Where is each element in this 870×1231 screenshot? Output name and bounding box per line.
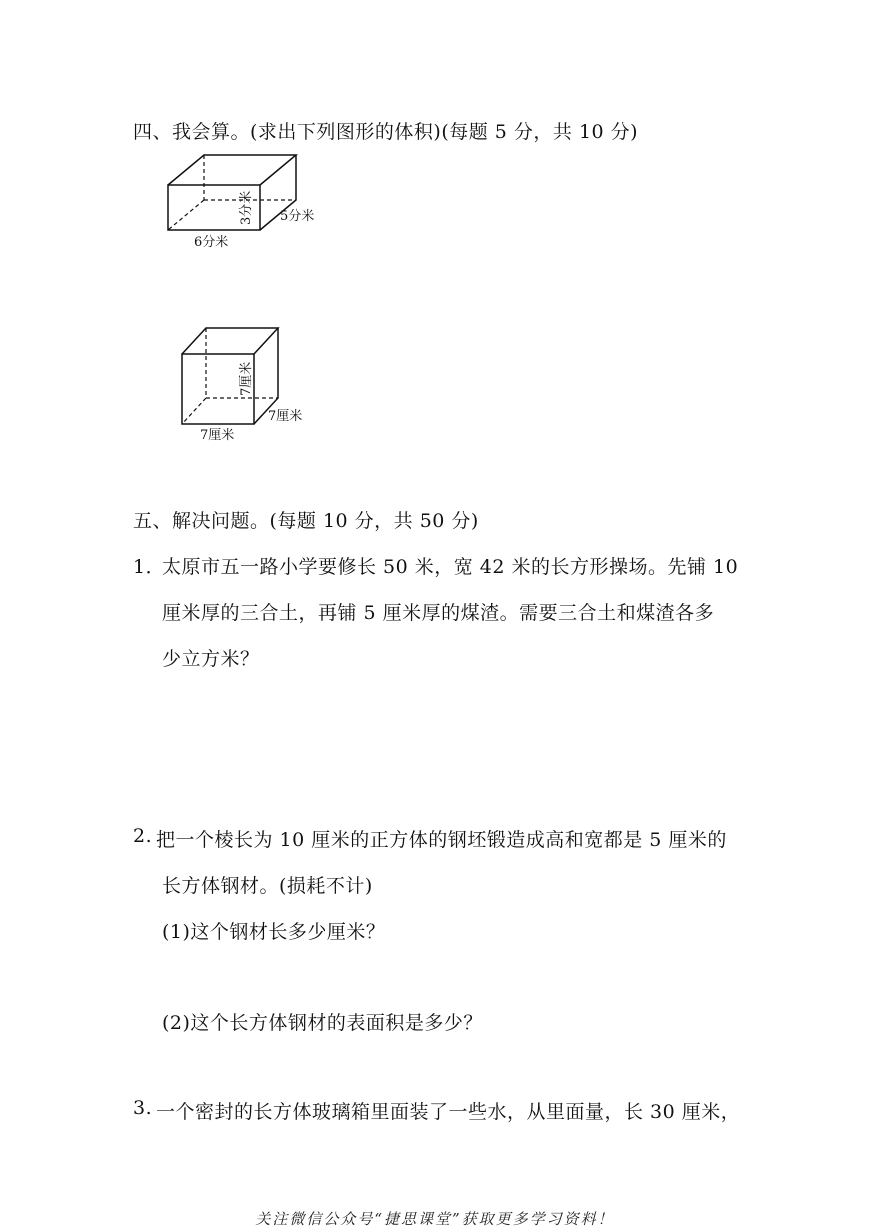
q2-line-1: 把一个棱长为 10 厘米的正方体的钢坯锻造成高和宽都是 5 厘米的 xyxy=(156,829,727,851)
q3-number: 3. xyxy=(133,1097,153,1119)
cuboid-height-label: 3分米 xyxy=(239,190,254,225)
cuboid-figure xyxy=(150,145,350,255)
cube-width-label: 7厘米 xyxy=(268,409,303,424)
q1-line-3: 少立方米？ xyxy=(162,648,260,670)
q2-sub-1: (1)这个钢材长多少厘米？ xyxy=(162,921,386,943)
section-4-heading: 四、我会算。(求出下列图形的体积)(每题 5 分，共 10 分) xyxy=(133,121,639,143)
q3-line-1: 一个密封的长方体玻璃箱里面装了一些水，从里面量，长 30 厘米， xyxy=(156,1101,741,1123)
cuboid-length-label: 6分米 xyxy=(194,235,229,250)
cube-figure xyxy=(170,320,330,450)
cube-length-label: 7厘米 xyxy=(200,428,235,443)
q2-number: 2. xyxy=(133,825,153,847)
q2-line-2: 长方体钢材。(损耗不计) xyxy=(162,875,373,897)
cuboid-width-label: 5分米 xyxy=(280,209,315,224)
cube-height-label: 7厘米 xyxy=(239,361,254,396)
footer-note: 关注微信公众号“捷思课堂”获取更多学习资料！ xyxy=(255,1210,615,1228)
q1-number: 1． xyxy=(133,556,166,578)
section-5-heading: 五、解决问题。(每题 10 分，共 50 分) xyxy=(133,510,479,532)
q1-line-2: 厘米厚的三合土，再铺 5 厘米厚的煤渣。需要三合土和煤渣各多 xyxy=(162,602,715,624)
q2-sub-2: (2)这个长方体钢材的表面积是多少？ xyxy=(162,1012,483,1034)
q1-line-1: 太原市五一路小学要修长 50 米，宽 42 米的长方形操场。先铺 10 xyxy=(162,556,739,578)
